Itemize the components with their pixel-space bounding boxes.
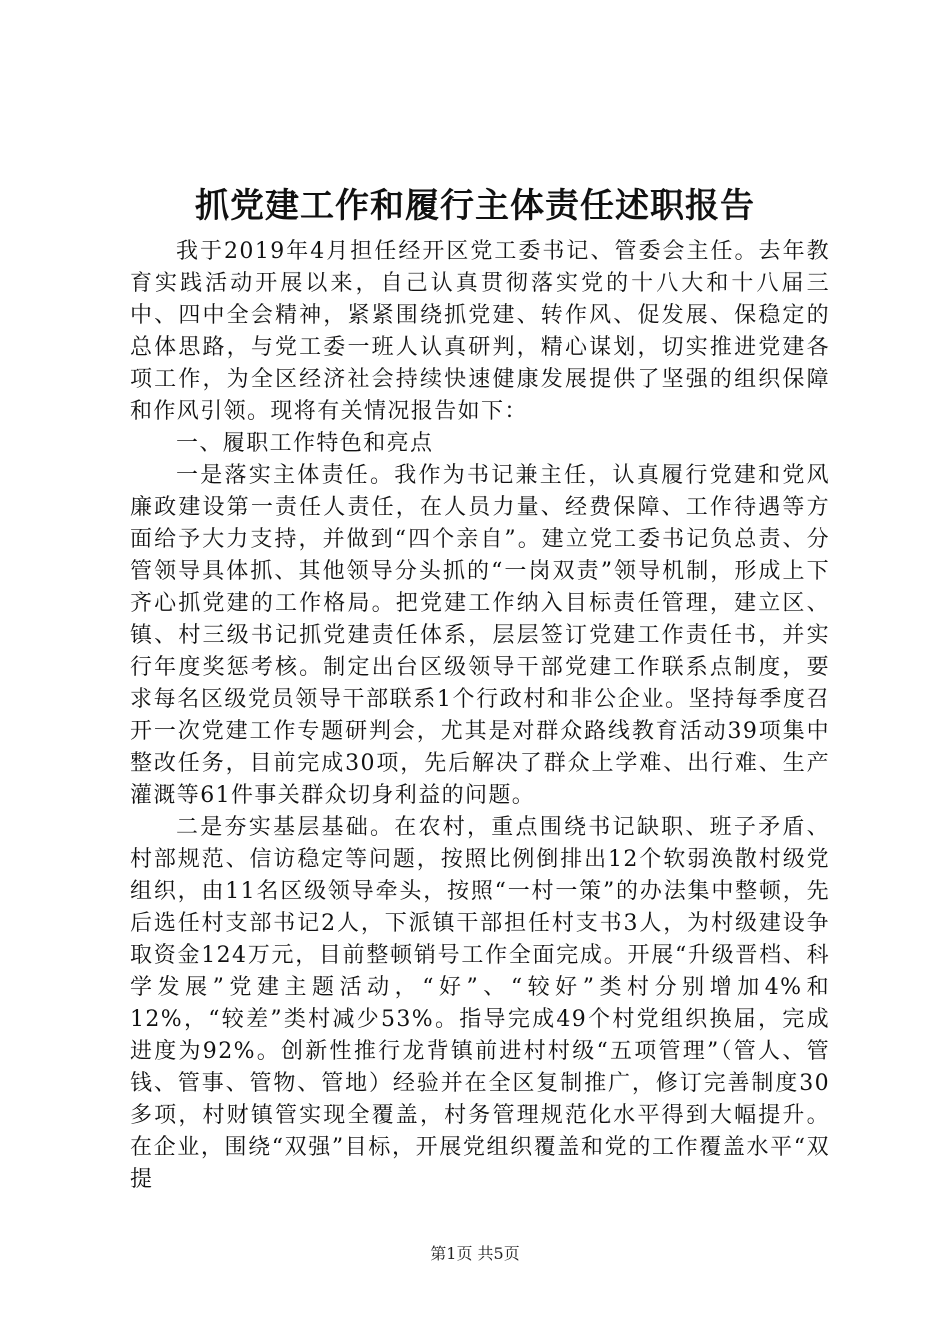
section-heading: 一、履职工作特色和亮点 <box>176 431 434 456</box>
document-title: 抓党建工作和履行主体责任述职报告 <box>195 186 755 226</box>
paragraph-grassroots: 二是夯实基层基础。在农村，重点围绕书记缺职、班子矛盾、村部规范、信访稳定等问题，按照比例倒排出12个软弱涣散村级党组织，由11名区级领导牵头，按照“一村一策”的办法集中整顿，先后选任村支部书记2人，下派镇干部担任村支书3人，为村级建设争取资金124万元，目前整顿销号工作全面完成。开展“升级晋档、科学发展”党建主题活动，“好”、“较好”类村分别增加4%和12%，“较差”类村减少53%。指导完成49个村党组织换届，完成进度为92%。创新性推行龙背镇前进村村级“五项管理”（管人、管钱、管事、管物、管地）经验并在全区复制推广，修订完善制度30多项，村财镇管实现全覆盖，村务管理规范化水平得到大幅提升。在企业，围绕“双强”目标，开展党组织覆盖和党的工作覆盖水平“双提 <box>130 815 830 1192</box>
paragraph-main-responsibility: 一是落实主体责任。我作为书记兼主任，认真履行党建和党风廉政建设第一责任人责任，在人员力量、经费保障、工作待遇等方面给予大力支持，并做到“四个亲自”。建立党工委书记负总责、分管领导具体抓、其他领导分头抓的“一岗双责”领导机制，形成上下齐心抓党建的工作格局。把党建工作纳入目标责任管理，建立区、镇、村三级书记抓党建责任体系，层层签订党建工作责任书，并实行年度奖惩考核。制定出台区级领导干部党建工作联系点制度，要求每名区级党员领导干部联系1个行政村和非公企业。坚持每季度召开一次党建工作专题研判会，尤其是对群众路线教育活动39项集中整改任务，目前完成30项，先后解决了群众上学难、出行难、生产灌溉等61件事关群众切身利益的问题。 <box>130 463 830 808</box>
paragraph-intro: 我于2019年4月担任经开区党工委书记、管委会主任。去年教育实践活动开展以来，自己认真贯彻落实党的十八大和十八届三中、四中全会精神，紧紧围绕抓党建、转作风、促发展、保稳定的总体思路，与党工委一班人认真研判，精心谋划，切实推进党建各项工作，为全区经济社会持续快速健康发展提供了坚强的组织保障和作风引领。现将有关情况报告如下： <box>130 239 830 424</box>
page-number-footer: 第1页 共5页 <box>430 1244 520 1263</box>
document-body <box>130 236 830 1196</box>
